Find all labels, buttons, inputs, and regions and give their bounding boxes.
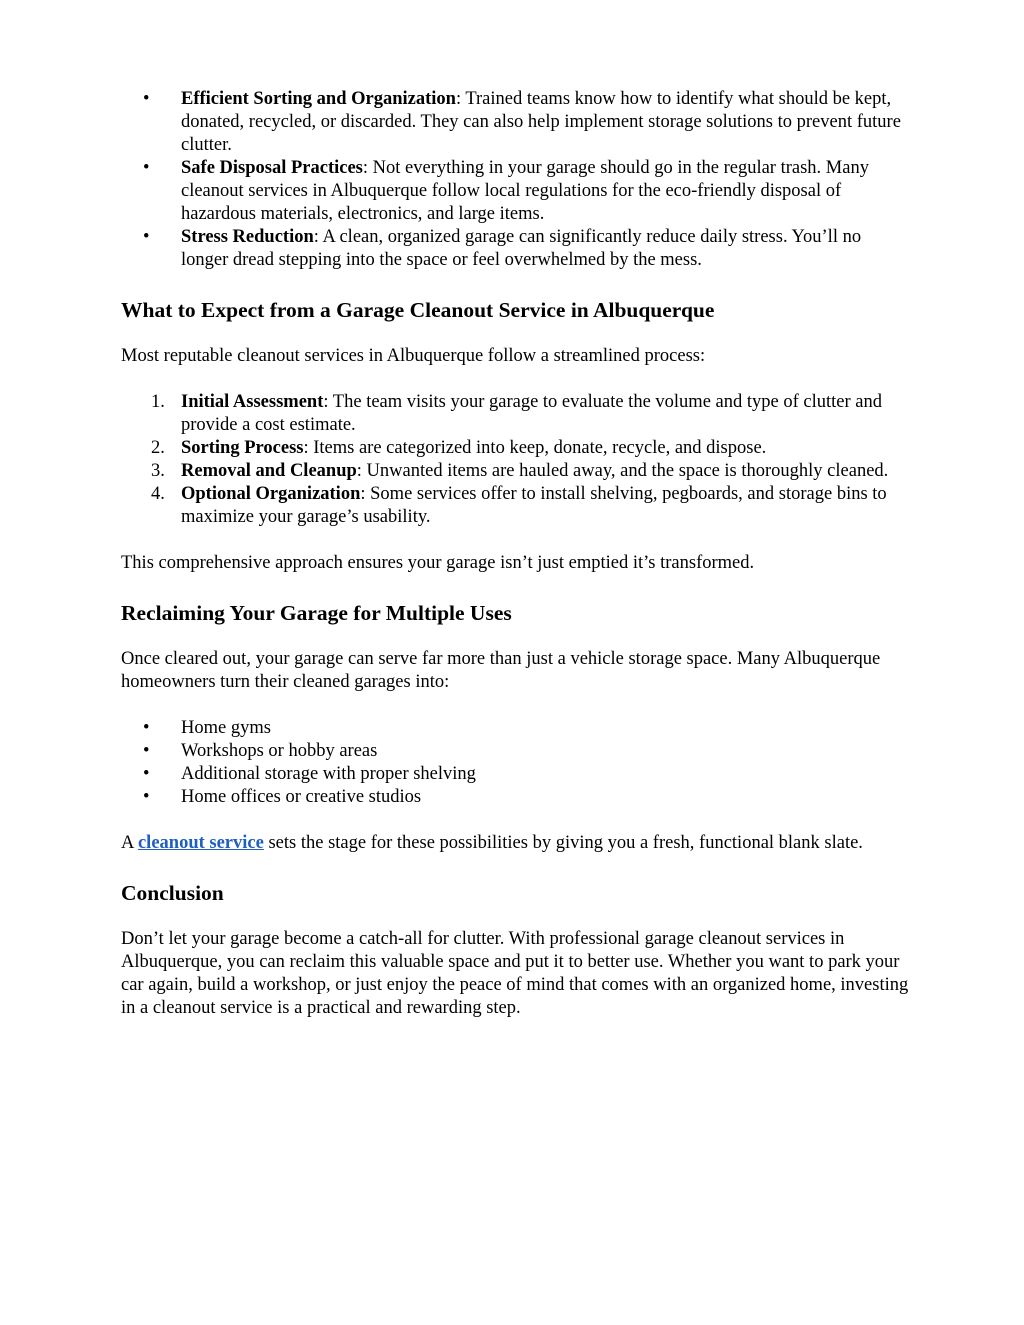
bullet-icon: • [143, 158, 150, 178]
list-item [121, 460, 911, 483]
use-text: Home gyms [181, 718, 271, 738]
benefit-title: Stress Reduction [181, 227, 314, 247]
list-item [121, 88, 911, 157]
use-text: Additional storage with proper shelving [181, 764, 476, 784]
document-page [121, 88, 911, 1020]
list-item [121, 717, 911, 740]
list-item [121, 437, 911, 460]
step-title: Sorting Process [181, 438, 304, 458]
list-item [121, 763, 911, 786]
step-text: : Some services offer to install shelving, pegboards, and storage bins to maximize your garage’s usability. [181, 484, 887, 527]
reclaim-closing [121, 832, 911, 855]
closing-suffix: sets the stage for these possibilities by giving you a fresh, functional blank slate. [263, 833, 863, 853]
bullet-icon: • [143, 787, 150, 807]
process-steps-list [121, 391, 911, 529]
expect-intro: Most reputable cleanout services in Albuquerque follow a streamlined process: [121, 346, 706, 366]
benefit-text: : Not everything in your garage should go in the regular trash. Many cleanout services in Albuquerque follow local regulations for the eco-friendly disposal of hazardous materials, electronics, and large items. [181, 158, 869, 224]
list-item [121, 226, 911, 272]
expect-closing: This comprehensive approach ensures your garage isn’t just emptied it’s transformed. [121, 553, 755, 573]
step-number: 1. [151, 392, 165, 412]
list-item [121, 157, 911, 226]
step-number: 3. [151, 461, 165, 481]
benefit-text: : A clean, organized garage can significantly reduce daily stress. You’ll no longer dread stepping into the space or feel overwhelmed by the mess. [181, 227, 862, 270]
benefit-text: : Trained teams know how to identify what should be kept, donated, recycled, or discarded. They can also help implement storage solutions to prevent future clutter. [181, 89, 901, 155]
use-text: Home offices or creative studios [181, 787, 422, 807]
section-heading-reclaim: Reclaiming Your Garage for Multiple Uses [121, 601, 512, 625]
conclusion-text: Don’t let your garage become a catch-all for clutter. With professional garage cleanout services in Albuquerque, you can reclaim this valuable space and put it to better use. Whether you want to park your car again, build a workshop, or just enjoy the peace of mind that comes with an organized home, investing in a cleanout service is a practical and rewarding step. [121, 929, 909, 1018]
step-title: Optional Organization [181, 484, 361, 504]
list-item [121, 391, 911, 437]
list-item [121, 786, 911, 809]
bullet-icon: • [143, 227, 150, 247]
section-heading-conclusion: Conclusion [121, 881, 224, 905]
step-number: 2. [151, 438, 165, 458]
reclaim-intro: Once cleared out, your garage can serve far more than just a vehicle storage space. Many Albuquerque homeowners turn their cleaned garages into: [121, 649, 881, 692]
cleanout-service-link[interactable]: cleanout service [137, 833, 264, 853]
step-title: Removal and Cleanup [181, 461, 357, 481]
step-text: : Items are categorized into keep, donate, recycle, and dispose. [303, 438, 767, 458]
step-title: Initial Assessment [181, 392, 324, 412]
bullet-icon: • [143, 764, 150, 784]
list-item [121, 483, 911, 529]
benefit-title: Safe Disposal Practices [181, 158, 363, 178]
uses-list [121, 717, 911, 809]
bullet-icon: • [143, 718, 150, 738]
benefits-list [121, 88, 911, 272]
bullet-icon: • [143, 741, 150, 761]
list-item [121, 740, 911, 763]
step-text: : The team visits your garage to evaluate the volume and type of clutter and provide a cost estimate. [181, 392, 882, 435]
bullet-icon: • [143, 89, 150, 109]
step-number: 4. [151, 484, 165, 504]
step-text: : Unwanted items are hauled away, and the space is thoroughly cleaned. [356, 461, 889, 481]
benefit-title: Efficient Sorting and Organization [181, 89, 456, 109]
section-heading-expect: What to Expect from a Garage Cleanout Service in Albuquerque [121, 298, 715, 322]
closing-prefix: A [121, 833, 138, 853]
use-text: Workshops or hobby areas [181, 741, 378, 761]
